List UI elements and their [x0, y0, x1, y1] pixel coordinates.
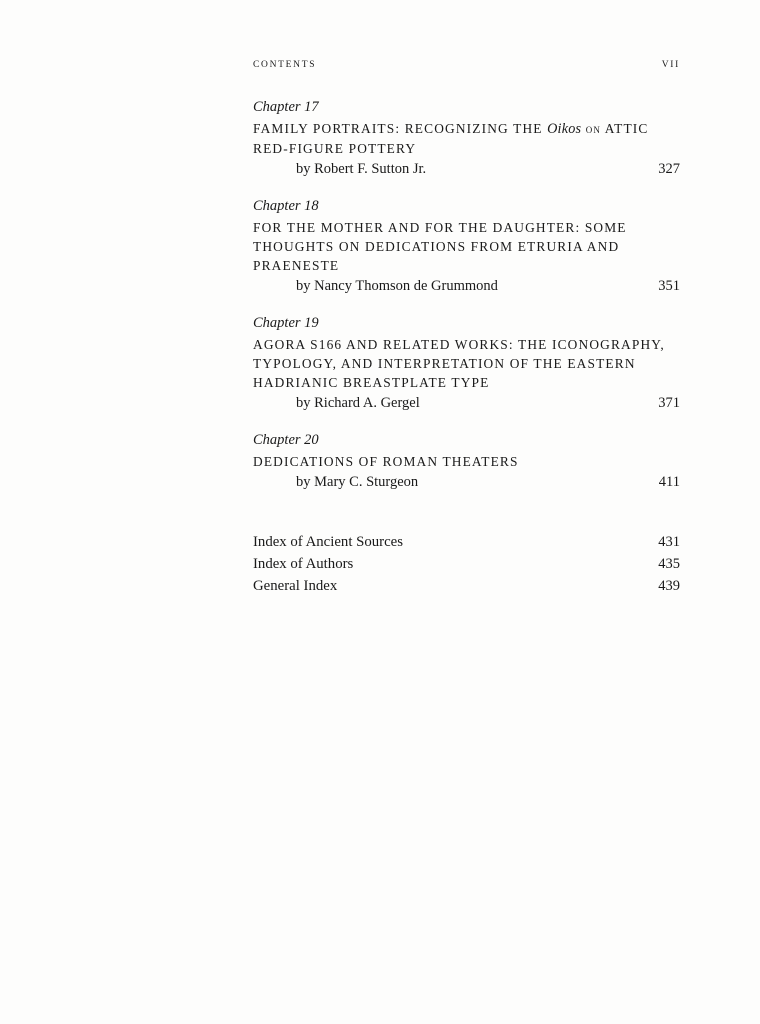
author-row — [253, 393, 680, 413]
chapter-label: Chapter 18 — [253, 198, 319, 215]
index-list — [253, 532, 680, 598]
author-name: by Richard A. Gergel — [296, 394, 420, 411]
running-head-left: CONTENTS — [253, 60, 317, 70]
index-page-number: 431 — [658, 533, 680, 550]
chapter-title: FOR THE MOTHER AND FOR THE DAUGHTER: SOME THOUGHTS ON DEDICATIONS FROM ETRURIA AND PRAENESTE — [253, 219, 627, 273]
entry-page-number: 371 — [658, 394, 680, 411]
toc-entry — [253, 98, 680, 179]
index-label: General Index — [253, 577, 338, 594]
index-row — [253, 532, 680, 554]
index-row — [253, 576, 680, 598]
chapter-label: Chapter 17 — [253, 99, 319, 115]
index-label: Index of Authors — [253, 555, 354, 572]
toc-entry — [253, 197, 680, 296]
index-page-number: 439 — [658, 577, 680, 594]
running-head-page-number: VII — [661, 60, 680, 70]
entry-page-number: 351 — [658, 277, 680, 294]
index-label: Index of Ancient Sources — [253, 533, 403, 550]
entry-page-number: 327 — [658, 160, 680, 177]
chapter-label: Chapter 19 — [253, 315, 319, 331]
author-row — [253, 472, 680, 492]
chapter-title: DEDICATIONS OF ROMAN THEATERS — [253, 453, 519, 469]
running-head — [253, 60, 680, 70]
entry-page-number: 411 — [658, 473, 680, 490]
index-row — [253, 554, 680, 576]
toc-entry — [253, 431, 680, 492]
author-name: by Robert F. Sutton Jr. — [296, 160, 427, 177]
author-row — [253, 276, 680, 296]
chapter-title: FAMILY PORTRAITS: RECOGNIZING THE Oikos on ATTIC RED-FIGURE POTTERY — [253, 120, 649, 156]
index-page-number: 435 — [658, 555, 680, 572]
author-name: by Mary C. Sturgeon — [296, 473, 419, 490]
chapter-title: AGORA S166 AND RELATED WORKS: THE ICONOGRAPHY, TYPOLOGY, AND INTERPRETATION OF THE EASTERN HADRIANIC BREASTPLATE TYPE — [253, 336, 665, 390]
toc-entry — [253, 314, 680, 413]
chapter-label: Chapter 20 — [253, 431, 319, 448]
author-row — [253, 159, 680, 179]
contents-body — [253, 60, 680, 598]
author-name: by Nancy Thomson de Grummond — [296, 277, 498, 294]
